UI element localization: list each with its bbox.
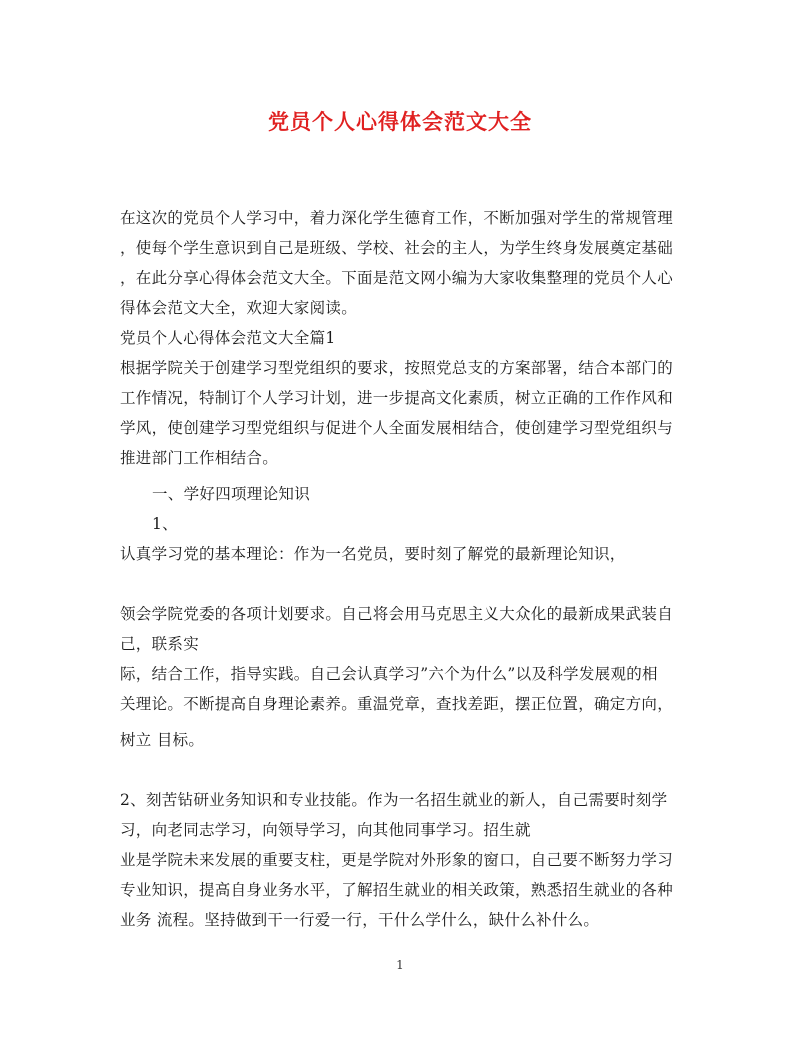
text-line: 关理论。不断提高自身理论素养。重温党章，查找差距，摆正位置，确定方向， xyxy=(120,695,674,713)
text-line: 在这次的党员个人学习中，着力深化学生德育工作，不断加强对学生的常规管理 xyxy=(120,209,674,227)
page-number: 1 xyxy=(396,958,404,972)
text-line: 2、刻苦钻研业务知识和专业技能。作为一名招生就业的新人，自己需要时刻学 xyxy=(120,791,668,809)
section-heading: 党员个人心得体会范文大全篇1 xyxy=(120,329,336,347)
text-line: ，使每个学生意识到自己是班级、学校、社会的主人，为学生终身发展奠定基础 xyxy=(120,239,674,257)
text-line: 认真学习党的基本理论：作为一名党员，要时刻了解党的最新理论知识， xyxy=(120,545,626,563)
text-line: 工作情况，特制订个人学习计划，进一步提高文化素质，树立正确的工作作风和 xyxy=(120,389,674,407)
text-line: 领会学院党委的各项计划要求。自己将会用马克思主义大众化的最新成果武装自 xyxy=(120,605,674,623)
subheading: 一、学好四项理论知识 xyxy=(152,485,311,503)
text-line: 己，联系实 xyxy=(120,635,200,653)
text-line: ，在此分享心得体会范文大全。下面是范文网小编为大家收集整理的党员个人心 xyxy=(120,269,674,287)
text-line: 学风，使创建学习型党组织与促进个人全面发展相结合，使创建学习型党组织与 xyxy=(120,419,674,437)
document-title: 党员个人心得体会范文大全 xyxy=(268,109,532,134)
text-line: 得体会范文大全，欢迎大家阅读。 xyxy=(120,299,358,317)
text-line: 树立 目标。 xyxy=(120,731,205,749)
text-line: 业是学院未来发展的重要支柱，更是学院对外形象的窗口，自己要不断努力学习 xyxy=(120,851,674,869)
text-line: 推进部门工作相结合。 xyxy=(120,449,279,467)
list-number: 1、 xyxy=(152,515,178,533)
text-line: 专业知识，提高自身业务水平，了解招生就业的相关政策，熟悉招生就业的各种 xyxy=(120,881,674,899)
text-line: 业务 流程。坚持做到干一行爱一行，干什么学什么，缺什么补什么。 xyxy=(120,911,600,929)
text-line: 习，向老同志学习，向领导学习，向其他同事学习。招生就 xyxy=(120,821,531,839)
text-line: 际，结合工作，指导实践。自己会认真学习”六个为什么”以及科学发展观的相 xyxy=(120,665,658,683)
text-line: 根据学院关于创建学习型党组织的要求，按照党总支的方案部署，结合本部门的 xyxy=(120,359,674,377)
